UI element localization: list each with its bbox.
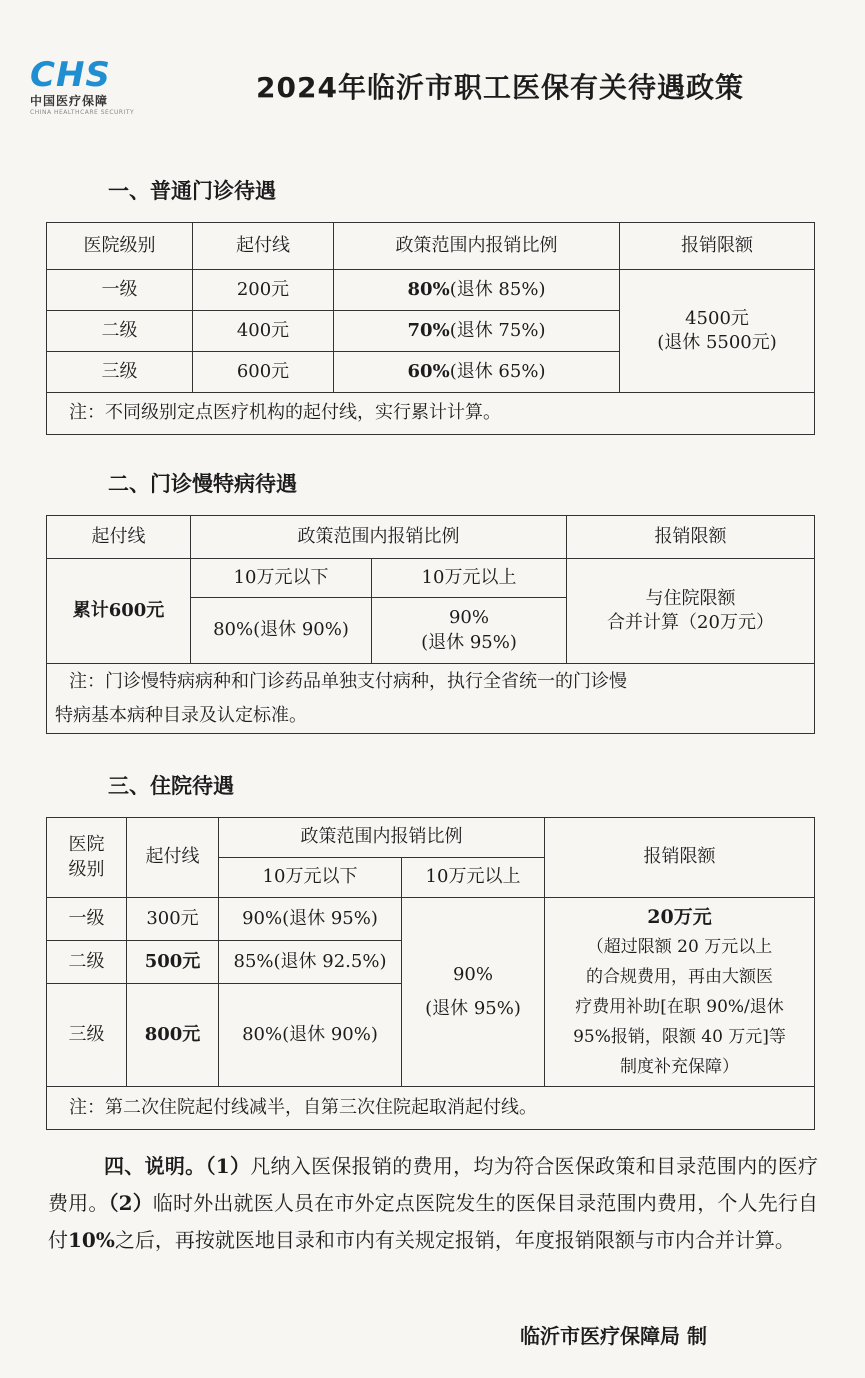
limit-cell bbox=[545, 898, 815, 1087]
ratio-below-cell: 80%(退休 90%) bbox=[191, 598, 372, 664]
ratio-retire: (退休 75%) bbox=[449, 319, 546, 341]
ratio-above-line2: (退休 95%) bbox=[425, 998, 521, 1019]
header-ratio: 政策范围内报销比例 bbox=[334, 223, 620, 270]
limit-line1: 4500元 bbox=[685, 307, 749, 329]
ratio-above-line2: (退休 95%) bbox=[421, 631, 517, 653]
section1-note: 注：不同级别定点医疗机构的起付线，实行累计计算。 bbox=[47, 393, 815, 435]
limit-line2: 合并计算（20万元） bbox=[607, 612, 774, 633]
limit-cell bbox=[620, 270, 815, 393]
section2-heading: 二、门诊慢特病待遇 bbox=[108, 472, 297, 496]
ratio-retire: (退休 85%) bbox=[449, 278, 546, 300]
header-level bbox=[47, 818, 127, 898]
ratio-above-line1: 90% bbox=[448, 607, 489, 629]
ratio-above-cell bbox=[372, 598, 567, 664]
ratio-above-line1: 90% bbox=[452, 963, 493, 985]
section4-heading: 四、说明。 bbox=[104, 1154, 206, 1178]
section1-heading: 一、普通门诊待遇 bbox=[108, 179, 276, 203]
ratio-cell bbox=[334, 270, 620, 311]
header-deductible: 起付线 bbox=[127, 818, 219, 898]
chs-logo-mark: CHS bbox=[30, 55, 111, 95]
item2-text-b: 之后，再按就医地目录和市内有关规定报销，年度报销限额与市内合并计算。 bbox=[114, 1228, 795, 1252]
limit-line: 疗费用补助[在职 90%/退休 bbox=[575, 997, 784, 1017]
level-cell: 一级 bbox=[47, 270, 193, 311]
header-ratio: 政策范围内报销比例 bbox=[191, 516, 567, 559]
item2-text-a: 临时外出就医人员在市外定点医院发生的医保目录范围内费用，个人先行自付 bbox=[48, 1191, 819, 1252]
note-line1: 注：门诊慢特病病种和门诊药品单独支付病种，执行全省统一的门诊慢 bbox=[69, 670, 627, 692]
deductible-cell: 200元 bbox=[193, 270, 334, 311]
level-cell: 三级 bbox=[47, 983, 127, 1086]
item2-percent: 10% bbox=[68, 1228, 115, 1252]
deductible-cell: 累计600元 bbox=[47, 559, 191, 664]
limit-line1: 与住院限额 bbox=[645, 587, 736, 609]
header-ratio: 政策范围内报销比例 bbox=[219, 818, 545, 858]
chronic-disease-table bbox=[46, 515, 815, 734]
deductible-cell: 400元 bbox=[193, 311, 334, 352]
ratio-main: 80% bbox=[407, 278, 450, 300]
limit-line: 95%报销，限额 40 万元]等 bbox=[573, 1027, 786, 1047]
sub-header-below: 10万元以下 bbox=[191, 559, 372, 598]
chs-logo-cn: 中国医疗保障 bbox=[30, 94, 109, 108]
header-limit: 报销限额 bbox=[545, 818, 815, 898]
section3-heading: 三、住院待遇 bbox=[108, 774, 234, 798]
outpatient-table bbox=[46, 222, 815, 435]
section3-note: 注：第二次住院起付线减半，自第三次住院起取消起付线。 bbox=[47, 1087, 815, 1130]
level-cell: 二级 bbox=[47, 311, 193, 352]
limit-line: 的合规费用，再由大额医 bbox=[586, 967, 773, 987]
limit-cell bbox=[567, 559, 815, 664]
ratio-cell: 80%(退休 90%) bbox=[219, 983, 402, 1086]
header-level-line2: 级别 bbox=[68, 858, 105, 880]
item1-label: （1） bbox=[205, 1154, 251, 1178]
header-limit: 报销限额 bbox=[620, 223, 815, 270]
deductible-cell: 500元 bbox=[127, 940, 219, 983]
level-cell: 一级 bbox=[47, 898, 127, 941]
chs-logo bbox=[18, 55, 143, 116]
header-deductible: 起付线 bbox=[193, 223, 334, 270]
sub-header-below: 10万元以下 bbox=[219, 858, 402, 898]
issuer-signature: 临沂市医疗保障局 制 bbox=[520, 1324, 707, 1348]
deductible-cell: 600元 bbox=[193, 352, 334, 393]
ratio-cell bbox=[334, 352, 620, 393]
deductible-cell: 300元 bbox=[127, 898, 219, 941]
chs-logo-en: CHINA HEALTHCARE SECURITY bbox=[30, 109, 135, 116]
sub-header-above: 10万元以上 bbox=[372, 559, 567, 598]
header-level-line1: 医院 bbox=[68, 834, 105, 856]
limit-title: 20万元 bbox=[647, 906, 712, 928]
ratio-retire: (退休 65%) bbox=[449, 360, 546, 382]
level-cell: 二级 bbox=[47, 940, 127, 983]
limit-line2: (退休 5500元) bbox=[657, 332, 777, 353]
ratio-cell bbox=[334, 311, 620, 352]
ratio-cell: 85%(退休 92.5%) bbox=[219, 940, 402, 983]
limit-line: （超过限额 20 万元以上 bbox=[586, 937, 773, 957]
level-cell: 三级 bbox=[47, 352, 193, 393]
ratio-main: 70% bbox=[407, 319, 450, 341]
ratio-cell: 90%(退休 95%) bbox=[219, 898, 402, 941]
deductible-cell: 800元 bbox=[127, 983, 219, 1086]
ratio-main: 60% bbox=[407, 360, 450, 382]
sub-header-above: 10万元以上 bbox=[402, 858, 545, 898]
header-deductible: 起付线 bbox=[47, 516, 191, 559]
section2-note bbox=[47, 664, 815, 734]
item2-label: （2） bbox=[108, 1191, 153, 1215]
header-limit: 报销限额 bbox=[567, 516, 815, 559]
header-level: 医院级别 bbox=[47, 223, 193, 270]
inpatient-table bbox=[46, 817, 815, 1130]
page-title: 2024年临沂市职工医保有关待遇政策 bbox=[256, 71, 744, 104]
item1-text: 凡纳入医保报销的费用，均为符合医保政策和目录范围内的医疗费用。 bbox=[48, 1154, 819, 1215]
limit-line: 制度补充保障） bbox=[620, 1057, 739, 1077]
note-line2: 特病基本病种目录及认定标准。 bbox=[55, 704, 307, 726]
explanation-paragraph bbox=[48, 1148, 818, 1259]
ratio-above-cell bbox=[402, 898, 545, 1087]
